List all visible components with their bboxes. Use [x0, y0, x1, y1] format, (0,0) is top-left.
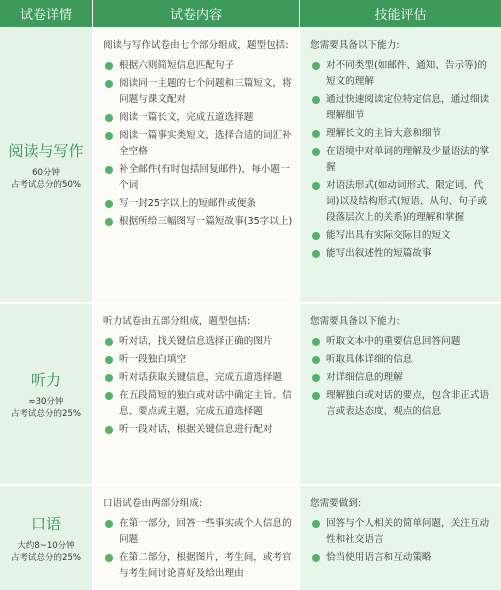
skills-intro: 您需要具备以下能力:: [310, 316, 400, 327]
reading-writing-content: [93, 28, 299, 302]
list-item: 回答与个人相关的简单问题，关注互动性和社交语言: [310, 516, 495, 548]
skills-list: [310, 58, 495, 262]
list-item: 阅读一篇长文，完成五道选择题: [103, 110, 293, 126]
reading-writing-skills: [300, 28, 501, 302]
content-intro: 阅读与写作试卷由七个部分组成，题型包括:: [103, 40, 289, 51]
skills-list: [310, 516, 495, 566]
speaking-content: [93, 486, 299, 590]
list-item: 理解独白或对话的要点，包含非正式语言或表达态度、观点的信息: [310, 388, 495, 420]
list-item: 根据六则简短信息匹配句子: [103, 58, 293, 74]
list-item: 听一段独白填空: [103, 352, 293, 368]
list-item: 在五段简短的独白或对话中确定主旨、信息、要点或主题，完成五道选择题: [103, 388, 293, 420]
section-weight: 占考试总分的50%: [11, 179, 81, 190]
list-item: 听对话，找关键信息选择正确的图片: [103, 334, 293, 350]
section-weight: 占考试总分的25%: [11, 552, 81, 563]
header-exam-details: 试卷详情: [0, 0, 92, 27]
listening-content: [93, 304, 299, 484]
list-item: 听取具体详细的信息: [310, 352, 495, 368]
list-item: 对语法形式(如动词形式、限定词、代词)以及结构形式(短语、从句、句子或段落层次上的关系)的理解和掌握: [310, 178, 495, 226]
skills-intro: 您需要做到:: [310, 498, 362, 509]
list-item: 阅读同一主题的七个问题和三篇短文，将问题与课文配对: [103, 76, 293, 108]
list-item: 对不同类型(如邮件、通知、告示等)的短文的理解: [310, 58, 495, 90]
list-item: 听取文本中的重要信息回答问题: [310, 334, 495, 350]
list-item: 在第二部分，根据图片，考生间，或考官与考生间讨论喜好及给出理由: [103, 550, 293, 582]
content-list: [103, 516, 293, 582]
listening-details: [0, 304, 92, 484]
list-item: 在语境中对单词的理解及少量语法的掌握: [310, 144, 495, 176]
list-item: 听对话获取关键信息，完成五道选择题: [103, 370, 293, 386]
section-weight: 占考试总分的25%: [11, 408, 81, 419]
section-title: 听力: [30, 370, 61, 389]
content-list: [103, 334, 293, 438]
section-time: 大约8~10分钟: [17, 540, 75, 551]
content-intro: 口语试卷由两部分组成:: [103, 498, 203, 509]
list-item: 对详细信息的理解: [310, 370, 495, 386]
list-item: 写一封25字以上的短邮件或便条: [103, 196, 293, 212]
content-list: [103, 58, 293, 230]
section-title: 口语: [30, 514, 61, 533]
list-item: 阅读一篇事实类短文，选择合适的词汇补全空格: [103, 128, 293, 160]
header-skill-assessment: 技能评估: [300, 0, 501, 27]
list-item: 根据所给三幅图写一篇短故事(35字以上): [103, 214, 293, 230]
section-time: 60分钟: [32, 167, 60, 178]
list-item: 能写出叙述性的短篇故事: [310, 246, 495, 262]
list-item: 补全邮件(有时包括回复邮件)，每小题一个词: [103, 162, 293, 194]
list-item: 听一段对话，根据关键信息进行配对: [103, 422, 293, 438]
reading-writing-details: [0, 28, 92, 302]
list-item: 恰当使用语言和互动策略: [310, 550, 495, 566]
list-item: 通过快速阅读定位特定信息，通过细读理解细节: [310, 92, 495, 124]
speaking-skills: [300, 486, 501, 590]
speaking-details: [0, 486, 92, 590]
list-item: 能写出具有实际交际目的短文: [310, 228, 495, 244]
listening-skills: [300, 304, 501, 484]
skills-list: [310, 334, 495, 420]
section-title: 阅读与写作: [8, 141, 84, 160]
skills-intro: 您需要具备以下能力:: [310, 40, 400, 51]
list-item: 在第一部分，回答一些事实或个人信息的问题: [103, 516, 293, 548]
header-exam-content: 试卷内容: [93, 0, 299, 27]
section-time: ≈30分钟: [28, 396, 64, 407]
list-item: 理解长文的主旨大意和细节: [310, 126, 495, 142]
content-intro: 听力试卷由五部分组成，题型包括:: [103, 316, 251, 327]
